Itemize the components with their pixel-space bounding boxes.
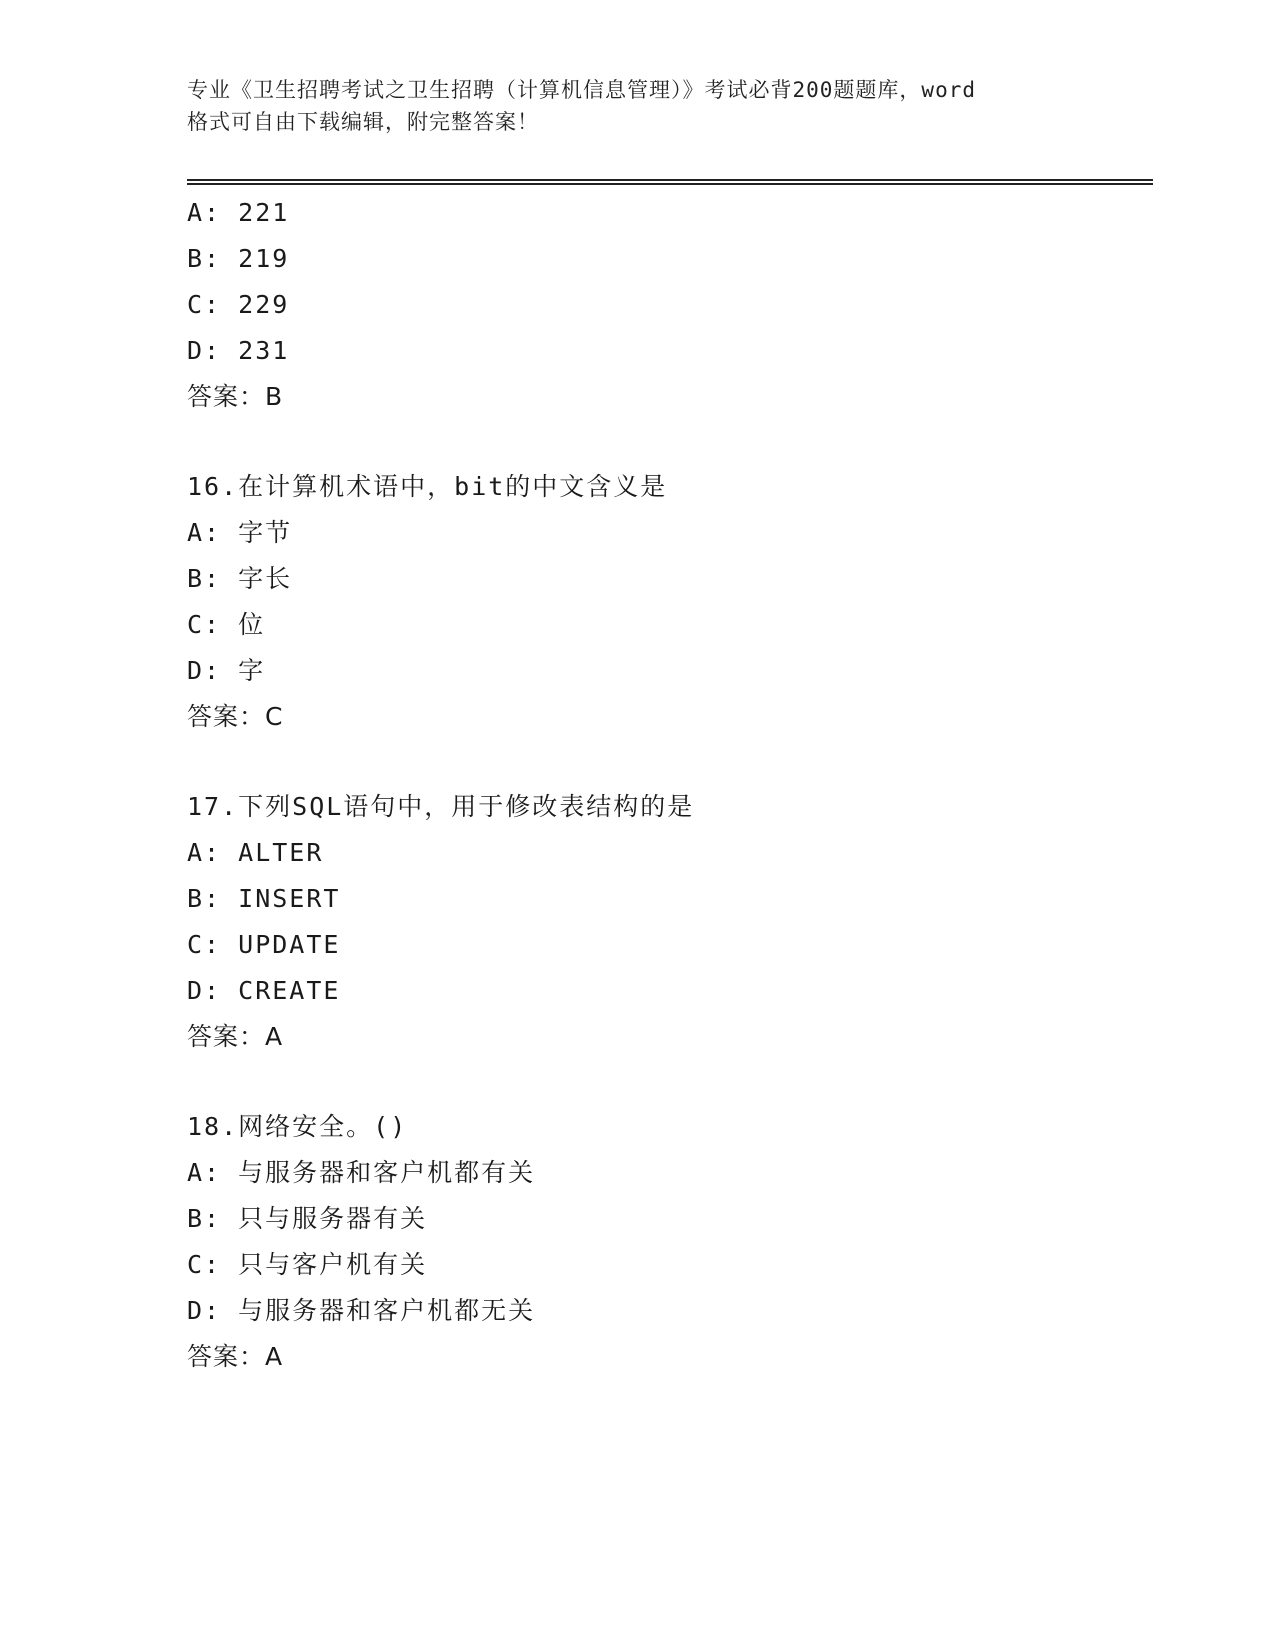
spacer — [187, 1060, 1147, 1104]
option-b: B: 219 — [187, 244, 290, 273]
option-b: B: INSERT — [187, 884, 341, 913]
option-a: A: 字节 — [187, 518, 293, 547]
answer-line: 答案：A — [187, 1022, 284, 1051]
option-d: D: CREATE — [187, 976, 341, 1005]
question-15-continued — [187, 190, 1147, 420]
option-c: C: 位 — [187, 610, 266, 639]
option-d: D: 与服务器和客户机都无关 — [187, 1296, 536, 1325]
question-17 — [187, 784, 1147, 1060]
option-a: A: 与服务器和客户机都有关 — [187, 1158, 536, 1187]
answer-line: 答案：B — [187, 382, 284, 411]
header-divider-top — [187, 179, 1153, 181]
option-d: D: 字 — [187, 656, 266, 685]
question-16 — [187, 464, 1147, 740]
header-title-line-2: 格式可自由下载编辑，附完整答案！ — [187, 110, 539, 134]
answer-line: 答案：A — [187, 1342, 284, 1371]
question-list — [187, 190, 1147, 1380]
question-stem: 18.网络安全。() — [187, 1112, 408, 1141]
option-d: D: 231 — [187, 336, 290, 365]
option-c: C: 229 — [187, 290, 290, 319]
question-18 — [187, 1104, 1147, 1380]
question-stem: 16.在计算机术语中，bit的中文含义是 — [187, 472, 668, 501]
option-c: C: 只与客户机有关 — [187, 1250, 428, 1279]
option-c: C: UPDATE — [187, 930, 341, 959]
answer-line: 答案：C — [187, 702, 284, 731]
header-title-line-1: 专业《卫生招聘考试之卫生招聘（计算机信息管理）》考试必背200题题库，word — [187, 78, 976, 102]
spacer — [187, 740, 1147, 784]
question-stem: 17.下列SQL语句中，用于修改表结构的是 — [187, 792, 695, 821]
spacer — [187, 420, 1147, 464]
option-b: B: 字长 — [187, 564, 293, 593]
document-header — [187, 74, 1087, 138]
header-divider-bottom — [187, 183, 1153, 185]
option-a: A: ALTER — [187, 838, 324, 867]
option-b: B: 只与服务器有关 — [187, 1204, 428, 1233]
option-a: A: 221 — [187, 198, 290, 227]
